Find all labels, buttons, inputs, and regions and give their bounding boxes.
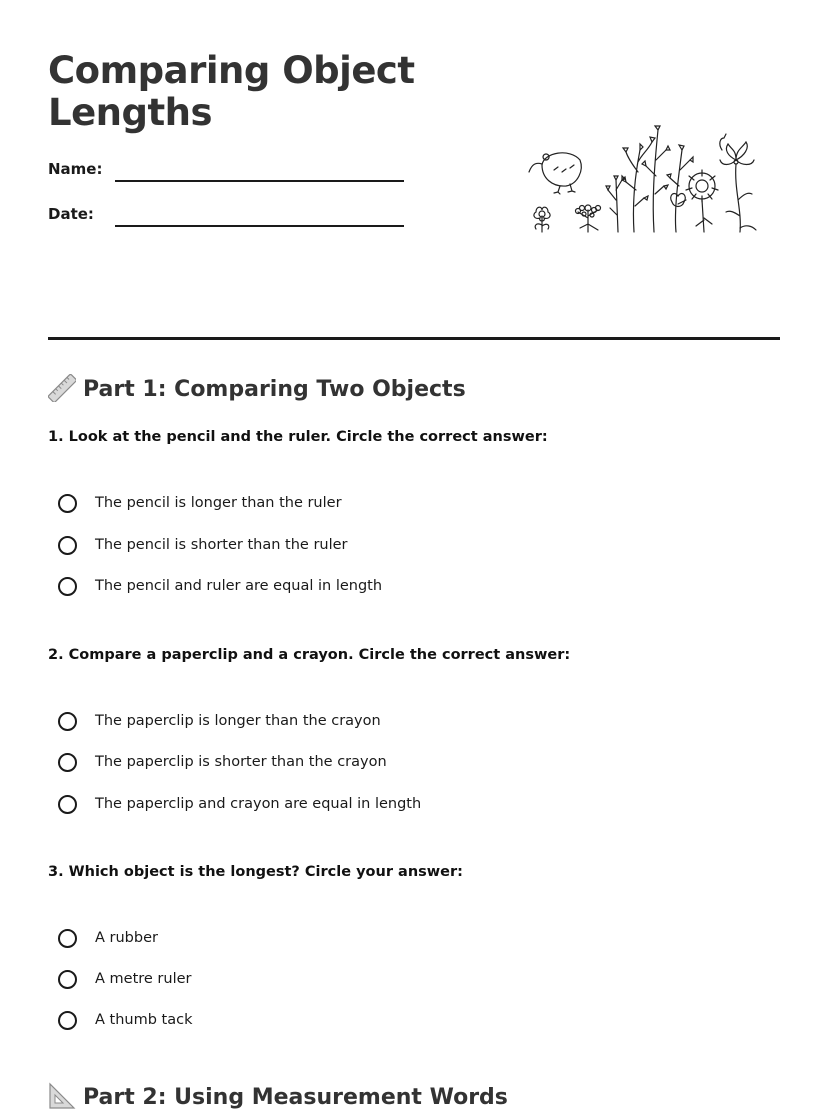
name-write-line[interactable] — [115, 180, 404, 182]
radio-circle[interactable] — [58, 494, 77, 513]
option-label: A thumb tack — [95, 1012, 193, 1028]
answer-option[interactable] — [58, 709, 381, 733]
option-label: The paperclip is longer than the crayon — [95, 713, 381, 729]
radio-circle[interactable] — [58, 536, 77, 555]
option-label: The pencil and ruler are equal in length — [95, 578, 383, 594]
kiwi-and-flowers-illustration — [522, 120, 762, 235]
name-label: Name: — [48, 160, 103, 178]
section-part-2 — [48, 1082, 508, 1110]
date-write-line[interactable] — [115, 225, 404, 227]
section-divider — [48, 337, 780, 340]
radio-circle[interactable] — [58, 970, 77, 989]
berry-plant-icon — [576, 205, 601, 232]
radio-circle[interactable] — [58, 712, 77, 731]
answer-option[interactable] — [58, 792, 421, 816]
radio-circle[interactable] — [58, 929, 77, 948]
option-label: The pencil is longer than the ruler — [95, 495, 342, 511]
answer-option[interactable] — [58, 750, 387, 774]
kiwi-bird-icon — [529, 153, 581, 194]
question-2: 2. Compare a paperclip and a crayon. Circle the correct answer: — [48, 647, 571, 663]
answer-option[interactable] — [58, 967, 192, 991]
answer-option[interactable] — [58, 533, 348, 557]
question-1: 1. Look at the pencil and the ruler. Circle the correct answer: — [48, 429, 548, 445]
answer-option[interactable] — [58, 491, 342, 515]
radio-circle[interactable] — [58, 1011, 77, 1030]
answer-option[interactable] — [58, 1008, 192, 1032]
section-title: Part 2: Using Measurement Words — [83, 1085, 508, 1110]
answer-option[interactable] — [58, 574, 382, 598]
worksheet-title: Comparing Object Lengths — [48, 49, 415, 134]
name-field — [48, 160, 408, 190]
option-label: The paperclip and crayon are equal in length — [95, 796, 422, 812]
option-label: The paperclip is shorter than the crayon — [95, 754, 387, 770]
radio-circle[interactable] — [58, 753, 77, 772]
set-square-icon — [48, 1082, 76, 1110]
section-part-1 — [48, 374, 466, 402]
date-label: Date: — [48, 205, 94, 223]
tall-stem-plant-icon — [606, 126, 670, 232]
option-label: A metre ruler — [95, 971, 192, 987]
radio-circle[interactable] — [58, 795, 77, 814]
option-label: The pencil is shorter than the ruler — [95, 537, 348, 553]
radio-circle[interactable] — [58, 577, 77, 596]
section-title: Part 1: Comparing Two Objects — [83, 377, 466, 402]
date-field — [48, 205, 408, 235]
daisy-flower-icon — [686, 170, 718, 232]
question-3: 3. Which object is the longest? Circle your answer: — [48, 864, 463, 880]
option-label: A rubber — [95, 930, 158, 946]
small-flower-icon — [534, 207, 550, 232]
answer-option[interactable] — [58, 926, 158, 950]
ruler-icon — [48, 374, 76, 402]
lily-flower-icon — [720, 134, 756, 232]
